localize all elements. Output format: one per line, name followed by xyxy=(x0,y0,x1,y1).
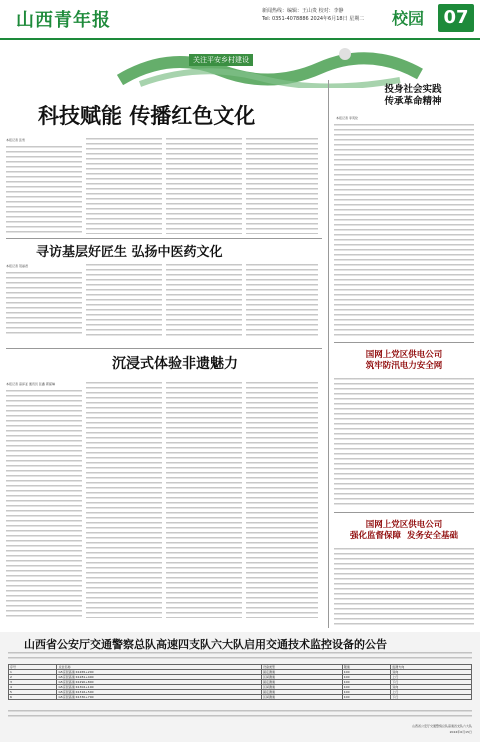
table-header: 序号 xyxy=(9,665,57,670)
table-cell: G5京昆高速 K1302+100 xyxy=(57,685,262,690)
side1-body xyxy=(334,124,474,339)
masthead-info xyxy=(262,7,372,23)
side-rule-2 xyxy=(334,512,474,513)
table-cell: 固定测速 xyxy=(262,690,343,695)
side1-headline: 投身社会实践 传承革命精神 xyxy=(384,84,442,107)
table-cell: 4 xyxy=(9,685,57,690)
second-headline: 寻访基层好匠生 弘扬中医药文化 xyxy=(36,245,223,260)
second-byline: 本报记者 贺丽君 xyxy=(6,264,28,268)
second-column-2 xyxy=(86,264,162,336)
page-number: 07 xyxy=(438,4,474,32)
main-column-1 xyxy=(6,146,82,234)
table-header: 限速 xyxy=(342,665,390,670)
table-cell: 区间测速 xyxy=(262,695,343,700)
table-cell: 固定测速 xyxy=(262,680,343,685)
second-column-1 xyxy=(6,272,82,336)
table-cell: 100 xyxy=(342,675,390,680)
third-headline: 沉浸式体验非遗魅力 xyxy=(112,356,238,372)
table-cell: G5京昆高速 K1281+400 xyxy=(57,675,262,680)
table-cell: 100 xyxy=(342,695,390,700)
table-cell: 固定测速 xyxy=(262,670,343,675)
masthead-hotline: 新闻热线：编辑：王山贵 校对：李静 xyxy=(262,8,344,14)
section-rule-2 xyxy=(6,348,322,349)
notice-table xyxy=(8,664,472,700)
section-rule xyxy=(6,238,322,239)
table-cell: 区间测速 xyxy=(262,675,343,680)
side2-body xyxy=(334,378,474,508)
main-headline: 科技赋能 传播红色文化 xyxy=(38,103,256,128)
table-cell: G5京昆高速 K1265+200 xyxy=(57,670,262,675)
table-cell: G5京昆高速 K1290+800 xyxy=(57,680,262,685)
hero-caption: 关注平安乡村建设 xyxy=(189,54,253,66)
notice-intro xyxy=(8,652,472,662)
table-cell: 区间测速 xyxy=(262,685,343,690)
column-divider xyxy=(328,80,329,628)
table-cell: 上行 xyxy=(391,675,472,680)
second-column-4 xyxy=(246,264,318,336)
masthead-date: Tel: 0351-4078886 2024年6月18日 星期二 xyxy=(262,16,365,22)
second-column-3 xyxy=(166,264,242,336)
table-row xyxy=(9,695,472,700)
notice-remarks xyxy=(8,710,472,718)
table-cell: 上行 xyxy=(391,690,472,695)
third-byline: 本报记者 高泽亚 通讯员 张鑫 郭富琳 xyxy=(6,382,55,386)
main-column-2 xyxy=(86,138,162,234)
table-cell: 6 xyxy=(9,695,57,700)
table-cell: 100 xyxy=(342,670,390,675)
table-cell: 下行 xyxy=(391,680,472,685)
table-cell: 下行 xyxy=(391,695,472,700)
third-column-3 xyxy=(166,382,242,618)
table-cell: 100 xyxy=(342,685,390,690)
third-column-2 xyxy=(86,382,162,618)
main-column-4 xyxy=(246,138,318,234)
table-cell: 5 xyxy=(9,690,57,695)
table-cell: 双向 xyxy=(391,670,472,675)
table-cell: 3 xyxy=(9,680,57,685)
notice-title: 山西省公安厅交通警察总队高速四支队六大队启用交通技术监控设备的公告 xyxy=(24,638,387,651)
side1-byline: 本报记者 李英伦 xyxy=(336,116,358,120)
notice-footer: 山西省公安厅交通警察总队高速四支队六大队 xyxy=(411,724,472,728)
table-header: 点位名称 xyxy=(57,665,262,670)
side3-headline: 国网上党区供电公司 强化监督保障 发务安全基础 xyxy=(350,520,458,541)
table-header: 设备类型 xyxy=(262,665,343,670)
main-column-3 xyxy=(166,138,242,234)
section-name: 校园 xyxy=(392,9,425,28)
side3-body xyxy=(334,548,474,626)
newspaper-logo: 山西青年报 xyxy=(16,10,111,31)
third-column-1 xyxy=(6,390,82,618)
side2-headline: 国网上党区供电公司 筑牢防汛电力安全网 xyxy=(365,350,443,371)
table-cell: 2 xyxy=(9,675,57,680)
table-cell: 100 xyxy=(342,680,390,685)
table-cell: G5京昆高速 K1316+500 xyxy=(57,690,262,695)
notice-date: 2024年6月15日 xyxy=(449,730,472,734)
table-header: 监测方向 xyxy=(391,665,472,670)
third-column-4 xyxy=(246,382,318,618)
table-cell: 1 xyxy=(9,670,57,675)
side-rule xyxy=(334,342,474,343)
table-cell: G5京昆高速 K1330+700 xyxy=(57,695,262,700)
table-cell: 双向 xyxy=(391,685,472,690)
main-byline: 本报记者 张雪 xyxy=(6,138,25,142)
table-cell: 100 xyxy=(342,690,390,695)
